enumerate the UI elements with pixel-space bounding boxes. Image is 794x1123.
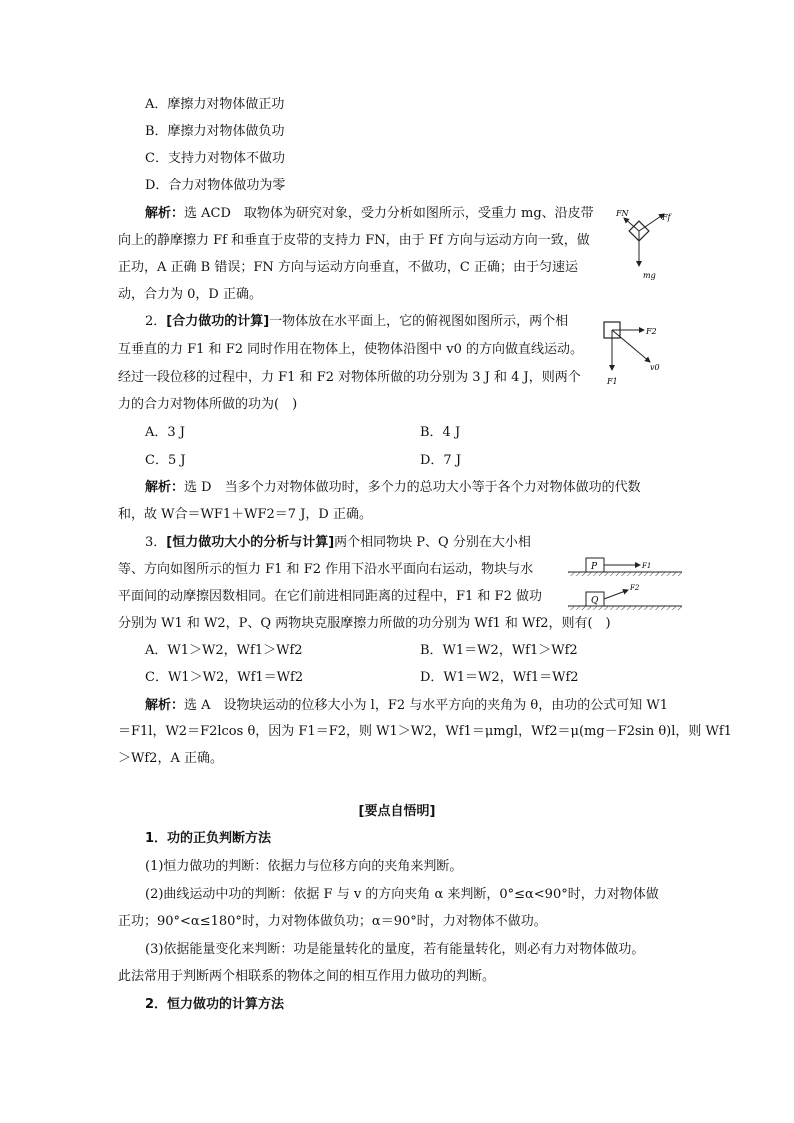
q3-stem-line bbox=[145, 533, 531, 553]
q3-analysis-line: ＝F1l，W2＝F2lcos θ，因为 F1＝F2，则 W1＞W2，Wf1＝μmgl，Wf2＝μ(mg－F2sin θ)l，则 Wf1 bbox=[118, 724, 732, 739]
q2-analysis-line bbox=[145, 478, 641, 498]
q2-stem-line bbox=[145, 312, 568, 332]
subsection-title: 1．功的正负判断方法 bbox=[145, 831, 272, 846]
subsection-title: 2．恒力做功的计算方法 bbox=[145, 997, 285, 1012]
q2-stem-line: 经过一段位移的过程中，力 F1 和 F2 对物体所做的功分别为 3 J 和 4 J，则两个 bbox=[118, 370, 581, 385]
v0-label: v0 bbox=[650, 363, 660, 372]
summary-line: 此法常用于判断两个相联系的物体之间的相互作用力做功的判断。 bbox=[118, 969, 496, 984]
p-label: P bbox=[591, 562, 598, 572]
question-tag: [恒力做功大小的分析与计算] bbox=[166, 535, 335, 550]
section-heading: [要点自悟明] bbox=[358, 804, 436, 819]
q2-option-c: C．5 J bbox=[145, 453, 186, 468]
q1-analysis-line: 向上的静摩擦力 Ff 和垂直于皮带的支持力 FN，由于 Ff 方向与运动方向一致，做 bbox=[118, 233, 590, 248]
q2-analysis-line: 和，故 W合＝WF1＋WF2＝7 J，D 正确。 bbox=[118, 507, 372, 522]
q3-option-c: C．W1＞W2，Wf1＝Wf2 bbox=[145, 670, 304, 685]
q2-option-b: B．4 J bbox=[420, 425, 461, 440]
q1-option-b: B．摩擦力对物体做负功 bbox=[145, 124, 285, 139]
q2-stem-line: 互垂直的力 F1 和 F2 同时作用在物体上，使物体沿图中 v0 的方向做直线运动。 bbox=[118, 342, 583, 357]
q2-top-view-diagram bbox=[598, 318, 666, 388]
f2-label: F2 bbox=[646, 327, 657, 336]
q1-option-c: C．支持力对物体不做功 bbox=[145, 151, 285, 166]
q3-blocks-diagram bbox=[566, 552, 686, 614]
q3-stem-line: 等、方向如图所示的恒力 F1 和 F2 作用下沿水平面向右运动，物块与水 bbox=[118, 562, 534, 577]
analysis-text: 选 A 设物块运动的位移大小为 l，F2 与水平方向的夹角为 θ，由功的公式可知 W1 bbox=[184, 698, 668, 713]
q3-option-a: A．W1＞W2，Wf1＞Wf2 bbox=[145, 643, 303, 658]
question-number: 2． bbox=[145, 314, 167, 329]
analysis-label: 解析： bbox=[145, 206, 185, 221]
question-number: 3． bbox=[145, 535, 167, 550]
ff-label: Ff bbox=[662, 213, 671, 222]
q3-option-b: B．W1＝W2，Wf1＞Wf2 bbox=[420, 643, 578, 658]
q2-stem-line: 力的合力对物体所做的功为( ) bbox=[118, 397, 298, 412]
summary-line: (3)依据能量变化来判断：功是能量转化的量度，若有能量转化，则必有力对物体做功。 bbox=[145, 942, 645, 957]
q1-option-a: A．摩擦力对物体做正功 bbox=[145, 97, 285, 112]
q3-analysis-line: ＞Wf2，A 正确。 bbox=[118, 751, 223, 766]
q-label: Q bbox=[591, 596, 599, 606]
f1-label: F1 bbox=[607, 377, 618, 386]
f2-label: F2 bbox=[630, 584, 640, 592]
summary-line: (2)曲线运动中功的判断：依据 F 与 v 的方向夹角 α 来判断，0°≤α<90°时，力对物体做 bbox=[145, 887, 659, 902]
q1-analysis-line: 动，合力为 0，D 正确。 bbox=[118, 287, 262, 302]
q1-force-diagram bbox=[612, 204, 672, 284]
summary-line: 正功；90°<α≤180°时，力对物体做负功；α＝90°时，力对物体不做功。 bbox=[118, 914, 547, 929]
q3-stem-line: 平面间的动摩擦因数相同。在它们前进相同距离的过程中，F1 和 F2 做功 bbox=[118, 589, 542, 604]
q3-analysis-line bbox=[145, 696, 668, 716]
q2-option-a: A．3 J bbox=[145, 425, 186, 440]
question-tag: [合力做功的计算] bbox=[166, 314, 270, 329]
stem-text: 两个相同物块 P、Q 分别在大小相 bbox=[334, 535, 531, 550]
summary-line: (1)恒力做功的判断：依据力与位移方向的夹角来判断。 bbox=[145, 859, 463, 874]
q1-analysis-line: 正功，A 正确 B 错误；FN 方向与运动方向垂直，不做功，C 正确；由于匀速运 bbox=[118, 260, 578, 275]
analysis-label: 解析： bbox=[145, 698, 185, 713]
q3-option-d: D．W1＝W2，Wf1＝Wf2 bbox=[420, 670, 579, 685]
q1-analysis-line bbox=[145, 204, 594, 224]
q2-option-d: D．7 J bbox=[420, 453, 462, 468]
mg-label: mg bbox=[643, 271, 656, 280]
fn-label: FN bbox=[616, 209, 629, 218]
q3-stem-line: 分别为 W1 和 W2，P、Q 两物块克服摩擦力所做的功分别为 Wf1 和 Wf2，则有( ) bbox=[118, 616, 611, 631]
analysis-text: 选 ACD 取物体为研究对象，受力分析如图所示，受重力 mg、沿皮带 bbox=[184, 206, 594, 221]
stem-text: 一物体放在水平面上，它的俯视图如图所示，两个相 bbox=[269, 314, 569, 329]
f1-label: F1 bbox=[642, 562, 652, 570]
analysis-label: 解析： bbox=[145, 480, 185, 495]
q1-option-d: D．合力对物体做功为零 bbox=[145, 178, 286, 193]
analysis-text: 选 D 当多个力对物体做功时，多个力的总功大小等于各个力对物体做功的代数 bbox=[184, 480, 641, 495]
